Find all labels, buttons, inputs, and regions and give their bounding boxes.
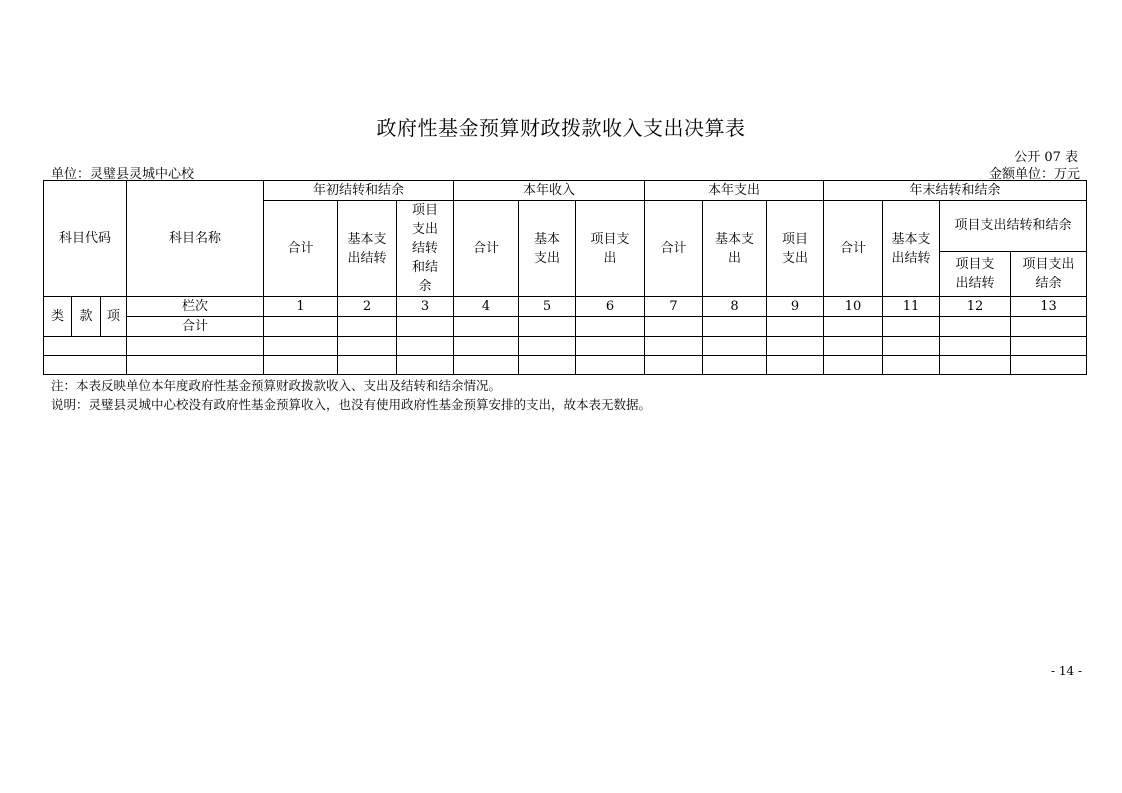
table-cell bbox=[883, 317, 940, 337]
table-row bbox=[44, 356, 1087, 375]
table-explanation: 说明：灵璧县灵城中心校没有政府性基金预算收入，也没有使用政府性基金预算安排的支出，故本表无数据。 bbox=[51, 397, 652, 412]
table-cell bbox=[454, 317, 519, 337]
closing-project-surplus-header: 项目支出结余 bbox=[1011, 251, 1087, 296]
column-number: 1 bbox=[264, 297, 338, 317]
column-number: 6 bbox=[576, 297, 645, 317]
opening-basic-carry-header: 基本支出结转 bbox=[338, 201, 397, 297]
total-row-label: 合计 bbox=[127, 317, 264, 337]
table-cell bbox=[824, 317, 883, 337]
table-row bbox=[44, 337, 1087, 356]
category-lei-header: 类 bbox=[44, 297, 72, 337]
page-title: 政府性基金预算财政拨款收入支出决算表 bbox=[376, 116, 746, 140]
column-number: 3 bbox=[397, 297, 454, 317]
current-expense-header: 本年支出 bbox=[645, 181, 824, 201]
table-cell bbox=[645, 317, 703, 337]
opening-balance-header: 年初结转和结余 bbox=[264, 181, 454, 201]
expense-total-header: 合计 bbox=[645, 201, 703, 297]
category-kuan-header: 款 bbox=[72, 297, 101, 337]
column-number: 11 bbox=[883, 297, 940, 317]
column-number: 13 bbox=[1011, 297, 1087, 317]
closing-project-carry-header: 项目支出结转 bbox=[940, 251, 1011, 296]
column-number: 4 bbox=[454, 297, 519, 317]
column-number: 2 bbox=[338, 297, 397, 317]
category-xiang-header: 项 bbox=[101, 297, 127, 337]
closing-project-header: 项目支出结转和结余 bbox=[940, 201, 1087, 252]
income-total-header: 合计 bbox=[454, 201, 519, 297]
budget-table bbox=[43, 180, 1087, 375]
column-number: 10 bbox=[824, 297, 883, 317]
column-number-label: 栏次 bbox=[127, 297, 264, 317]
income-project-header: 项目支出 bbox=[576, 201, 645, 297]
column-number: 8 bbox=[703, 297, 767, 317]
table-cell bbox=[1011, 317, 1087, 337]
opening-total-header: 合计 bbox=[264, 201, 338, 297]
column-number: 7 bbox=[645, 297, 703, 317]
table-cell bbox=[940, 317, 1011, 337]
expense-basic-header: 基本支出 bbox=[703, 201, 767, 297]
income-basic-header: 基本支出 bbox=[519, 201, 576, 297]
notes-block bbox=[51, 376, 651, 414]
table-note: 注：本表反映单位本年度政府性基金预算财政拨款收入、支出及结转和结余情况。 bbox=[51, 378, 502, 393]
table-cell bbox=[397, 317, 454, 337]
column-number: 12 bbox=[940, 297, 1011, 317]
column-number: 9 bbox=[767, 297, 824, 317]
amount-unit-label: 金额单位：万元 bbox=[988, 167, 1080, 182]
form-number: 公开 07 表 bbox=[1014, 150, 1078, 165]
page-number: - 14 - bbox=[1050, 664, 1082, 678]
subject-name-header: 科目名称 bbox=[127, 181, 264, 297]
closing-basic-carry-header: 基本支出结转 bbox=[883, 201, 940, 297]
closing-balance-header: 年末结转和结余 bbox=[824, 181, 1087, 201]
current-income-header: 本年收入 bbox=[454, 181, 645, 201]
subject-code-header: 科目代码 bbox=[44, 181, 127, 297]
closing-total-header: 合计 bbox=[824, 201, 883, 297]
table-cell bbox=[519, 317, 576, 337]
opening-project-carry-header: 项目支出结转和结余 bbox=[397, 201, 454, 297]
table-cell bbox=[576, 317, 645, 337]
table-cell bbox=[703, 317, 767, 337]
unit-label: 单位：灵璧县灵城中心校 bbox=[51, 167, 195, 182]
table-cell bbox=[338, 317, 397, 337]
table-cell bbox=[264, 317, 338, 337]
table-cell bbox=[767, 317, 824, 337]
expense-project-header: 项目支出 bbox=[767, 201, 824, 297]
column-number: 5 bbox=[519, 297, 576, 317]
